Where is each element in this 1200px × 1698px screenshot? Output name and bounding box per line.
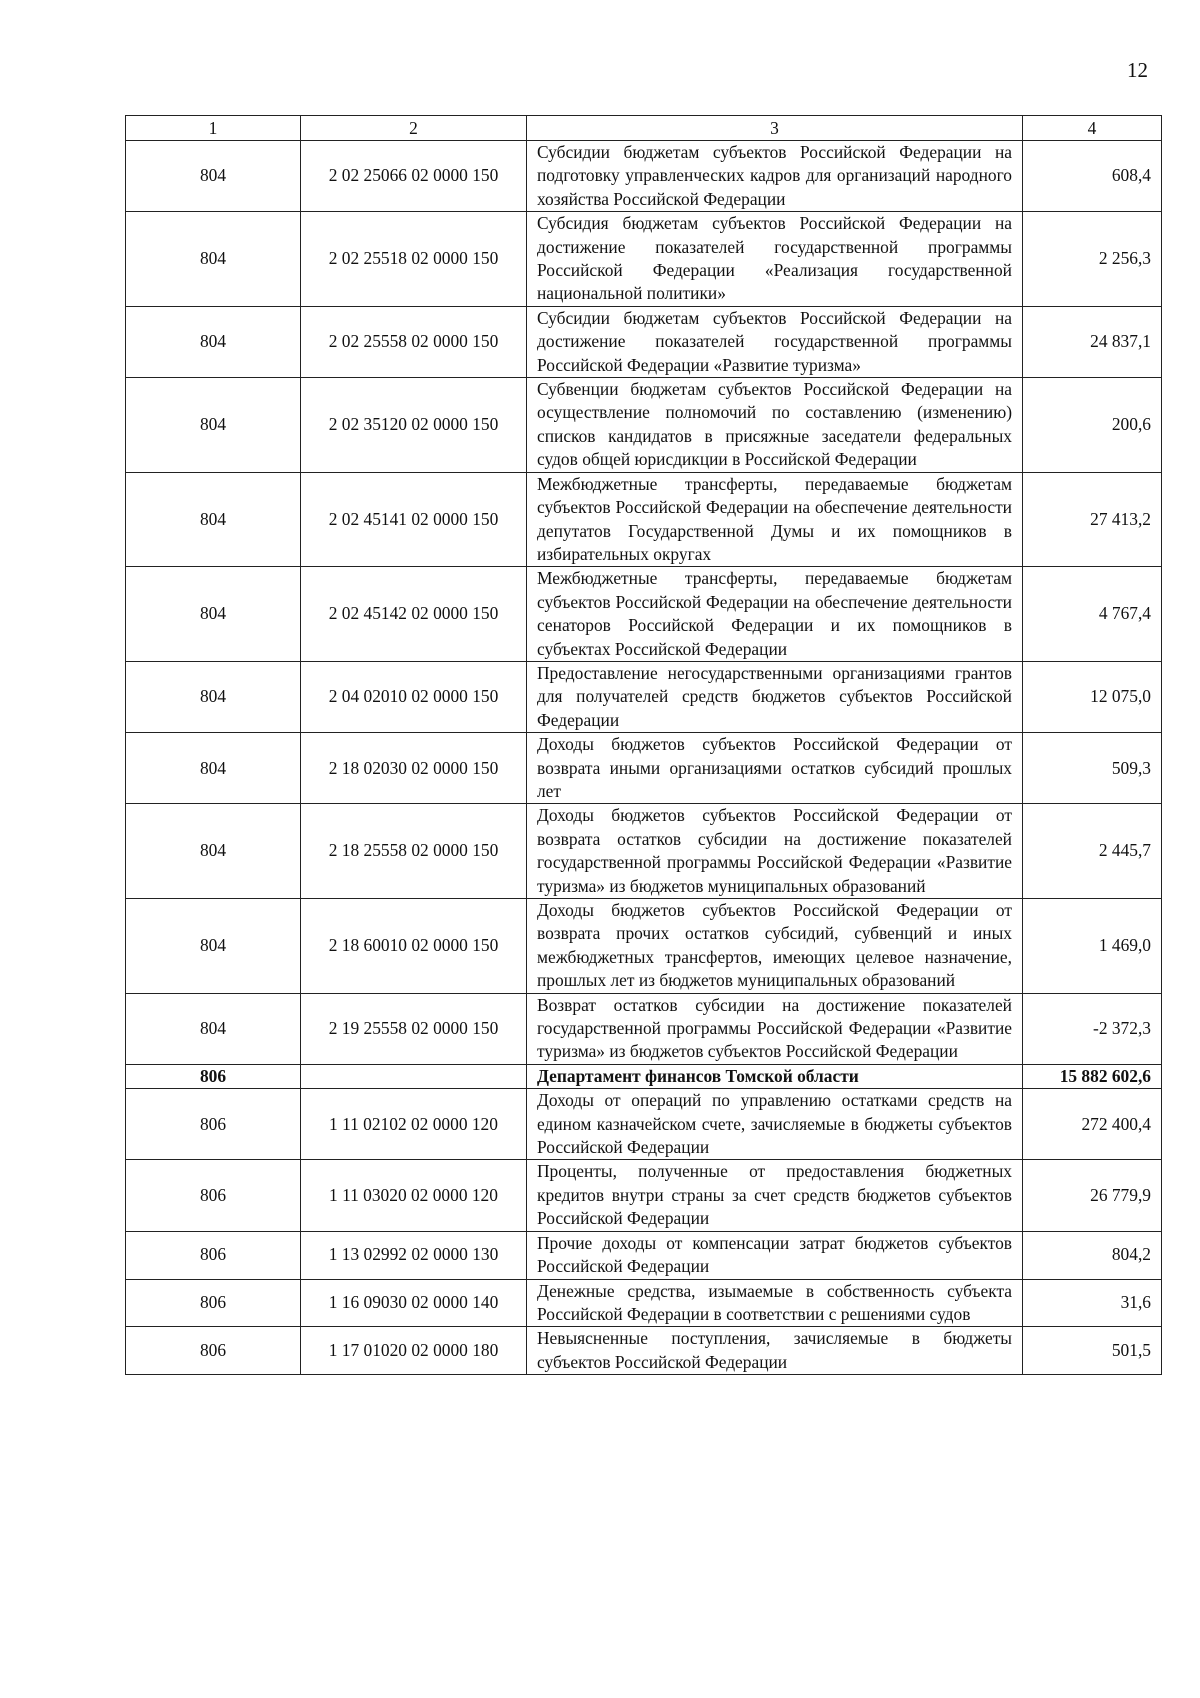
admin-code-cell: 804 [126, 899, 301, 994]
revenue-code-cell: 2 18 02030 02 0000 150 [301, 733, 527, 804]
admin-code-cell: 806 [126, 1089, 301, 1160]
admin-code-cell: 804 [126, 141, 301, 212]
admin-code-cell: 806 [126, 1231, 301, 1279]
amount-cell: 501,5 [1023, 1327, 1162, 1375]
revenue-code-cell: 1 16 09030 02 0000 140 [301, 1279, 527, 1327]
amount-cell: -2 372,3 [1023, 993, 1162, 1064]
table-row [126, 1279, 1162, 1327]
revenue-name-cell: Денежные средства, изымаемые в собственность субъекта Российской Федерации в соответствии с решениями судов [527, 1279, 1023, 1327]
table-row [126, 212, 1162, 307]
revenue-code-cell: 1 13 02992 02 0000 130 [301, 1231, 527, 1279]
revenue-code-cell: 2 19 25558 02 0000 150 [301, 993, 527, 1064]
revenue-name-cell: Субсидии бюджетам субъектов Российской Федерации на достижение показателей государственной программы Российской Федерации «Развитие туризма» [527, 306, 1023, 377]
admin-code-cell: 806 [126, 1064, 301, 1088]
amount-cell: 1 469,0 [1023, 899, 1162, 994]
revenue-code-cell: 2 18 60010 02 0000 150 [301, 899, 527, 994]
admin-code-cell: 804 [126, 472, 301, 567]
admin-code-cell: 804 [126, 306, 301, 377]
revenue-name-cell: Субсидии бюджетам субъектов Российской Федерации на подготовку управленческих кадров для организаций народного хозяйства Российской Федерации [527, 141, 1023, 212]
amount-cell: 4 767,4 [1023, 567, 1162, 662]
amount-cell: 2 256,3 [1023, 212, 1162, 307]
revenue-name-cell: Доходы от операций по управлению остатками средств на едином казначейском счете, зачисляемые в бюджеты субъектов Российской Федерации [527, 1089, 1023, 1160]
table-row [126, 1327, 1162, 1375]
amount-cell: 608,4 [1023, 141, 1162, 212]
revenue-name-cell: Невыясненные поступления, зачисляемые в бюджеты субъектов Российской Федерации [527, 1327, 1023, 1375]
revenue-name-cell: Доходы бюджетов субъектов Российской Федерации от возврата остатков субсидии на достижение показателей государственной программы Российской Федерации «Развитие туризма» из бюджетов муниципальных образований [527, 804, 1023, 899]
column-number-2: 2 [301, 116, 527, 141]
amount-cell: 26 779,9 [1023, 1160, 1162, 1231]
table-row [126, 733, 1162, 804]
revenue-code-cell: 1 17 01020 02 0000 180 [301, 1327, 527, 1375]
revenue-code-cell: 1 11 03020 02 0000 120 [301, 1160, 527, 1231]
admin-code-cell: 806 [126, 1160, 301, 1231]
revenue-name-cell: Возврат остатков субсидии на достижение показателей государственной программы Российской Федерации «Развитие туризма» из бюджетов субъектов Российской Федерации [527, 993, 1023, 1064]
revenue-name-cell: Прочие доходы от компенсации затрат бюджетов субъектов Российской Федерации [527, 1231, 1023, 1279]
table-row [126, 661, 1162, 732]
revenue-name-cell: Доходы бюджетов субъектов Российской Федерации от возврата иными организациями остатков субсидий прошлых лет [527, 733, 1023, 804]
revenue-name-cell: Предоставление негосударственными организациями грантов для получателей средств бюджетов субъектов Российской Федерации [527, 661, 1023, 732]
admin-code-cell: 804 [126, 661, 301, 732]
revenue-name-cell: Межбюджетные трансферты, передаваемые бюджетам субъектов Российской Федерации на обеспечение деятельности сенаторов Российской Федерации и их помощников в субъектах Российской Федерации [527, 567, 1023, 662]
admin-code-cell: 804 [126, 733, 301, 804]
amount-cell: 2 445,7 [1023, 804, 1162, 899]
table-row [126, 1089, 1162, 1160]
column-number-3: 3 [527, 116, 1023, 141]
table-row [126, 141, 1162, 212]
administrator-total-amount: 15 882 602,6 [1023, 1064, 1162, 1088]
administrator-total-row [126, 1064, 1162, 1088]
revenue-code-cell: 2 04 02010 02 0000 150 [301, 661, 527, 732]
admin-code-cell: 804 [126, 212, 301, 307]
revenue-name-cell: Доходы бюджетов субъектов Российской Федерации от возврата прочих остатков субсидий, субвенций и иных межбюджетных трансфертов, имеющих целевое назначение, прошлых лет из бюджетов муниципальных образований [527, 899, 1023, 994]
admin-code-cell: 804 [126, 378, 301, 473]
table-row [126, 804, 1162, 899]
table-row [126, 993, 1162, 1064]
column-number-1: 1 [126, 116, 301, 141]
revenue-code-cell: 1 11 02102 02 0000 120 [301, 1089, 527, 1160]
revenue-name-cell: Субвенции бюджетам субъектов Российской Федерации на осуществление полномочий по составлению (изменению) списков кандидатов в присяжные заседатели федеральных судов общей юрисдикции в Российской Федерации [527, 378, 1023, 473]
revenue-name-cell: Субсидия бюджетам субъектов Российской Федерации на достижение показателей государственной программы Российской Федерации «Реализация государственной национальной политики» [527, 212, 1023, 307]
amount-cell: 31,6 [1023, 1279, 1162, 1327]
revenue-code-cell [301, 1064, 527, 1088]
admin-code-cell: 806 [126, 1327, 301, 1375]
page-number: 12 [1127, 58, 1148, 82]
amount-cell: 200,6 [1023, 378, 1162, 473]
table-row [126, 472, 1162, 567]
table-row [126, 1160, 1162, 1231]
table-row [126, 899, 1162, 994]
revenue-code-cell: 2 02 35120 02 0000 150 [301, 378, 527, 473]
revenue-code-cell: 2 02 45141 02 0000 150 [301, 472, 527, 567]
amount-cell: 24 837,1 [1023, 306, 1162, 377]
revenue-code-cell: 2 02 25518 02 0000 150 [301, 212, 527, 307]
revenue-code-cell: 2 02 25066 02 0000 150 [301, 141, 527, 212]
column-number-row [126, 116, 1162, 141]
amount-cell: 27 413,2 [1023, 472, 1162, 567]
revenue-code-cell: 2 18 25558 02 0000 150 [301, 804, 527, 899]
table-row [126, 378, 1162, 473]
revenue-name-cell: Проценты, полученные от предоставления бюджетных кредитов внутри страны за счет средств бюджетов субъектов Российской Федерации [527, 1160, 1023, 1231]
revenue-code-cell: 2 02 25558 02 0000 150 [301, 306, 527, 377]
amount-cell: 272 400,4 [1023, 1089, 1162, 1160]
column-number-4: 4 [1023, 116, 1162, 141]
table-row [126, 567, 1162, 662]
admin-code-cell: 804 [126, 993, 301, 1064]
admin-code-cell: 806 [126, 1279, 301, 1327]
budget-revenue-table [125, 115, 1162, 1375]
admin-code-cell: 804 [126, 567, 301, 662]
admin-code-cell: 804 [126, 804, 301, 899]
revenue-code-cell: 2 02 45142 02 0000 150 [301, 567, 527, 662]
table-row [126, 306, 1162, 377]
table-row [126, 1231, 1162, 1279]
amount-cell: 804,2 [1023, 1231, 1162, 1279]
amount-cell: 509,3 [1023, 733, 1162, 804]
revenue-name-cell: Межбюджетные трансферты, передаваемые бюджетам субъектов Российской Федерации на обеспечение деятельности депутатов Государственной Думы и их помощников в избирательных округах [527, 472, 1023, 567]
amount-cell: 12 075,0 [1023, 661, 1162, 732]
administrator-name-cell: Департамент финансов Томской области [527, 1064, 1023, 1088]
